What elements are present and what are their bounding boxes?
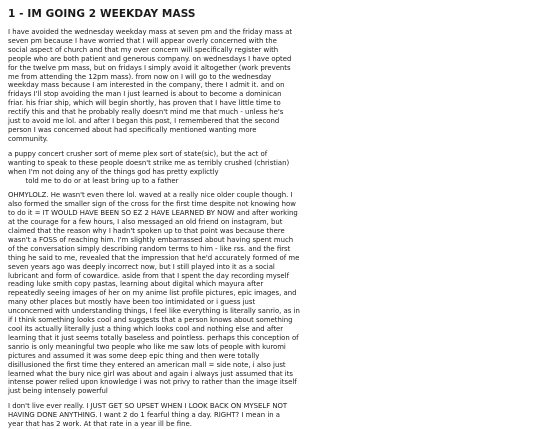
paragraph-2: a puppy concert crusher sort of meme plex sort of state(sic), but the act of wanting to speak to these people doesn't strike me as terribly crushed (christian) when I'm not doing any of the things god has pretty explictly told me to do or at least bring up to a father (8, 149, 290, 185)
post-title: 1 - IM GOING 2 WEEKDAY MASS (8, 8, 196, 20)
paragraph-3: OHMYLOLZ. He wasn't even there lol. waved at a really nice older couple though. I also formed the smaller sign of the cross for the first time despite not knowing how to do it = IT WOULD HAVE BEEN SO EZ 2 HAVE LEARNED BY NOW and after working at the courage for a few hours, I also messaged an old friend on instagram, but claimed that the reason why I hadn't spoken up to that point was because there wasn't a FOSS of reaching him. I'm slightly embarrassed about having spent much of the conversation simply describing random terms to him - like rss. and the first thing he said to me, revealed that the impression that he'd accurately formed of me seven years ago was deeply incorrect now, but I still played into it as a social lubricant and form of cowardice. aside from that I spent the day recording myself reading luke smith copy pastas, learning about digital which mayura after repeatedly seeing images of her on my anime list profile pictures, epic images, and many other places but mostly have been too intimidated or i guess just unconcerned with understanding things, I feel like everything is literally sanrio, as in if I think something looks cool and suggests that a person knows about something cool its actually literally just a thing which looks cool and nothing else and after learning that it just seems totally baseless and pointless. perhaps this conception of sanrio is only meaningful two people who like me saw lots of people with kuromi pictures and assumed it was some deep epic thing and then were totally disillusioned the first time they entered an american mall = side note, i also just learned what the bury nice girl was about and again i always just assumed that its intense power relied upon knowledge i was not privy to rather than the image itself just being intensely powerful (8, 191, 303, 396)
paragraph-4: I don't live ever really. I JUST GET SO UPSET WHEN I LOOK BACK ON MYSELF NOT HAVING DONE ANYTHING. I want 2 do 1 fearful thing a day. RIGHT? I mean in a year that has 2 work. At that rate in a year ill be fine. (8, 402, 290, 429)
paragraph-1: I have avoided the wednesday weekday mass at seven pm and the friday mass at seven pm because I have worried that I will appear overly concerned with the social aspect of church and that my over concern will specifically register with people who are both patient and generous company. on wednesdays I have opted for the twelve pm mass, but on fridays I simply avoid it altogether (work prevents me from attending the 12pm mass). from now on I will go to the wednesday weekday mass because I am interested in the company, there I admit it. and on fridays I'll stop avoiding the man I just learned is about to become a dominican friar. his friar ship, which will begin shortly, has proven that I have little time to rectify this and that he probably really doesn't mind me that much - unless he's just to avoid me lol. and after I began this post, I remembered that the second person I was concerned about had specifically mentioned wanting more community. (8, 28, 339, 143)
